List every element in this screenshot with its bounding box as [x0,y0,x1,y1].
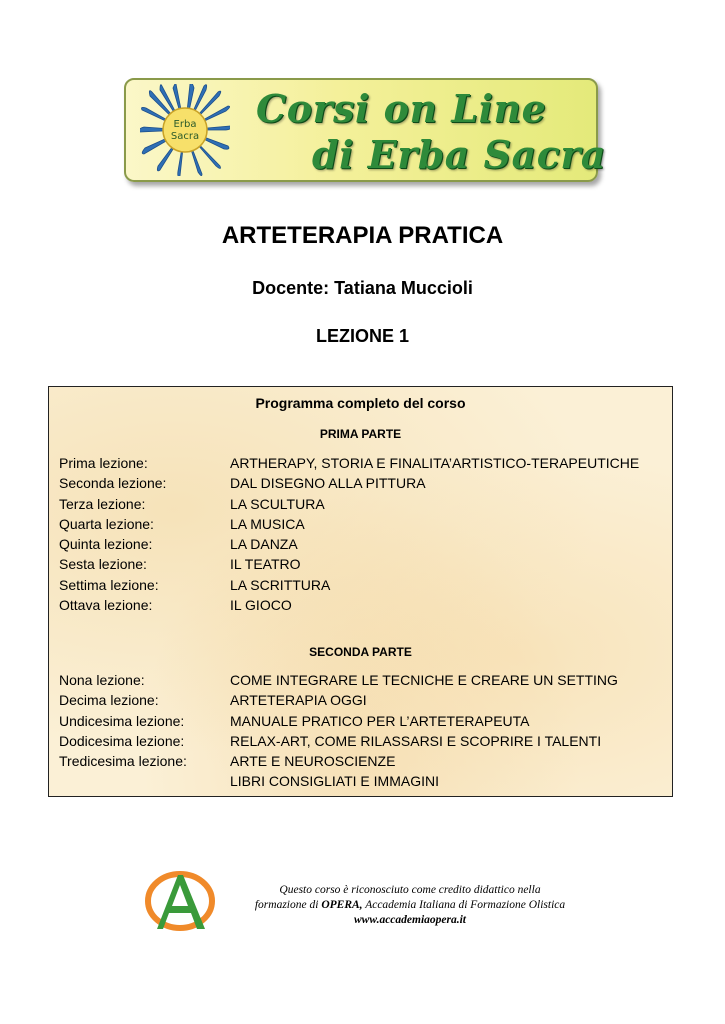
lesson-label: Terza lezione: [59,495,146,512]
footer-credit-text [230,883,590,928]
lesson-label: Decima lezione: [59,692,159,709]
lesson-label: Prima lezione: [59,455,148,471]
lesson-topic: ARTETERAPIA OGGI [230,692,367,709]
lesson-label: Ottava lezione: [59,597,153,614]
lesson-topic: LA SCULTURA [230,495,325,512]
lesson-label: Tredicesima lezione: [59,753,187,770]
emblem-text-sacra: Sacra [170,131,200,142]
list-item [59,575,659,595]
lesson-topic: ARTHERAPY, STORIA E FINALITA’ARTISTICO-TERAPEUTICHE [230,455,640,471]
teacher-line: Docente: Tatiana Muccioli [252,278,473,298]
list-item [59,494,659,514]
part-2-list [59,670,659,792]
lesson-topic: RELAX-ART, COME RILASSARSI E SCOPRIRE I TALENTI [230,732,602,749]
list-item [59,711,659,731]
program-heading: Programma completo del corso [255,395,466,411]
lesson-topic: MANUALE PRATICO PER L’ARTETERAPEUTA [230,712,530,729]
banner-title-line1: Corsi on Line [256,86,547,131]
lesson-label: Settima lezione: [59,576,159,593]
part-heading-1: PRIMA PARTE [319,427,402,441]
course-banner [124,78,606,182]
part-1-list [59,453,659,615]
list-item [59,751,659,771]
accademia-opera-logo-icon [143,871,217,931]
footer-line-1: Questo corso è riconosciuto come credito didattico nella [279,884,541,896]
lesson-label: Nona lezione: [59,672,145,688]
list-item [59,514,659,534]
footer-opera-name: OPERA, [321,899,363,911]
lesson-topic: LA MUSICA [230,515,305,532]
part-heading-2: SECONDA PARTE [309,645,412,659]
list-item [59,731,659,751]
list-item [59,554,659,574]
lesson-topic: IL TEATRO [230,556,301,573]
lesson-label: Dodicesima lezione: [59,732,185,749]
lesson-label: Sesta lezione: [59,556,147,573]
footer-line-2-prefix: formazione di [254,899,322,911]
list-item [59,771,659,791]
lesson-number: LEZIONE 1 [315,326,409,346]
footer-website-text: www.accademiaopera.it [353,914,466,926]
list-item [59,473,659,493]
banner-title-line2: di Erba Sacra [312,132,606,177]
lesson-topic: LA DANZA [230,536,298,553]
lesson-topic: IL GIOCO [230,597,292,614]
lesson-topic: DAL DISEGNO ALLA PITTURA [230,475,426,492]
lesson-label: Quarta lezione: [59,515,154,532]
emblem-text-erba: Erba [173,119,197,130]
lesson-topic: LIBRI CONSIGLIATI E IMMAGINI [230,773,439,790]
page-title: ARTETERAPIA PRATICA [221,222,504,249]
lesson-label: Quinta lezione: [59,536,153,553]
program-box [48,386,673,797]
list-item [59,453,659,473]
erba-sacra-emblem-icon [140,84,230,176]
footer-line-2-suffix: Accademia Italiana di Formazione Olistica [362,899,566,911]
lesson-label: Undicesima lezione: [59,712,185,729]
list-item [59,690,659,710]
list-item [59,670,659,690]
footer-website-link[interactable] [230,913,590,928]
lesson-topic: LA SCRITTURA [230,576,331,593]
list-item [59,534,659,554]
list-item [59,595,659,615]
footer-line-2 [230,898,590,913]
lesson-topic: ARTE E NEUROSCIENZE [230,753,396,770]
lesson-label: Seconda lezione: [59,475,167,492]
lesson-topic: COME INTEGRARE LE TECNICHE E CREARE UN SETTING [230,672,618,688]
